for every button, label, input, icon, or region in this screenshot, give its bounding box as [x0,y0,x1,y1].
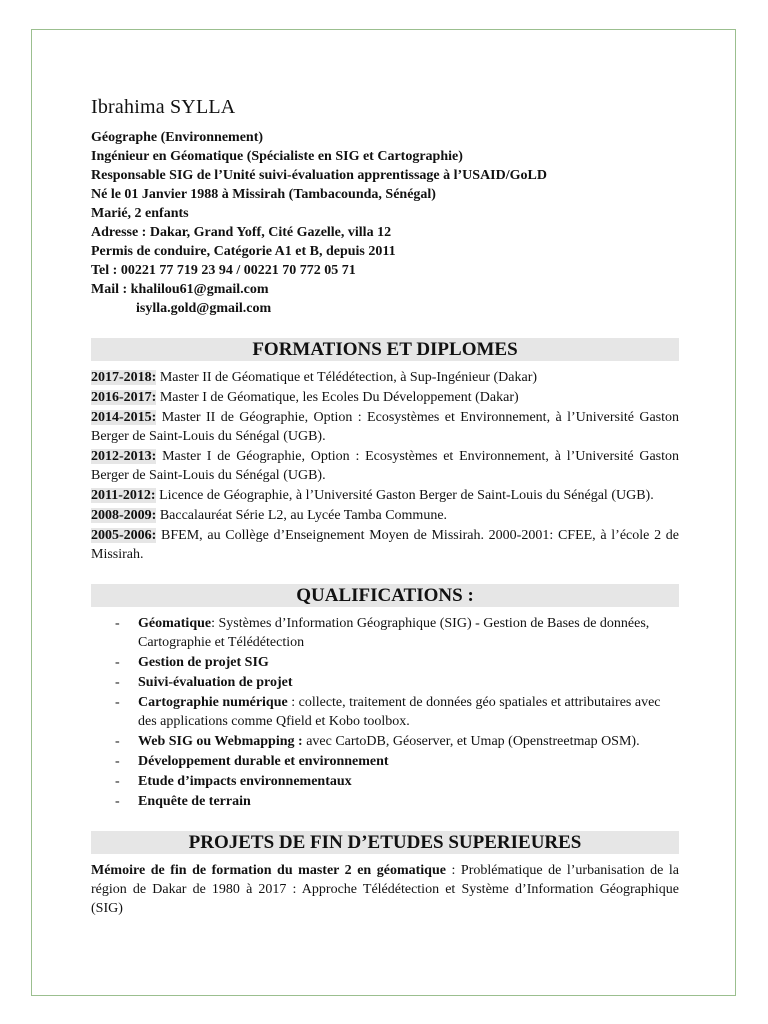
projet-text: : Problématique de l’urbanisation de la région de Dakar de 1980 à 2017 : Approche Télédétection et Système d’Information Géographique (SIG) [91,863,680,916]
qualification-name: Enquête de terrain [138,794,251,809]
formation-year: 2008-2009: [91,508,157,523]
qualification-name: Web SIG ou Webmapping : [138,734,303,749]
list-dash: - [115,616,120,631]
info-line-role: Responsable SIG de l’Unité suivi-évaluation apprentissage à l’USAID/GoLD [91,168,547,183]
projet-description [91,861,679,918]
formation-text: BFEM, au Collège d’Enseignement Moyen de Missirah. 2000-2001: CFEE, à l’école 2 de Missirah. [91,528,679,562]
info-line-engineer: Ingénieur en Géomatique (Spécialiste en SIG et Cartographie) [91,149,463,164]
projet-title: Mémoire de fin de formation du master 2 en géomatique [91,863,446,878]
formation-year: 2012-2013: [91,449,157,464]
formation-text: Licence de Géographie, à l’Université Gaston Berger de Saint-Louis du Sénégal (UGB). [155,488,654,503]
list-dash: - [115,734,120,749]
qualification-detail: avec CartoDB, Géoserver, et Umap (Openstreetmap OSM). [302,734,640,749]
section-title-qualifications: QUALIFICATIONS : [91,584,679,607]
section-title-formations: FORMATIONS ET DIPLOMES [91,338,679,361]
formation-text: Master I de Géographie, Option : Ecosystèmes et Environnement, à l’Université Gaston Berger de Saint-Louis du Sénégal (UGB). [91,449,679,483]
info-line-address: Adresse : Dakar, Grand Yoff, Cité Gazelle, villa 12 [91,225,392,240]
cv-content [91,96,679,918]
formation-text: Master I de Géomatique, les Ecoles Du Développement (Dakar) [156,390,519,405]
info-line-mail-2: isylla.gold@gmail.com [136,301,272,316]
qualification-name: Suivi-évaluation de projet [138,675,293,690]
info-line-birth: Né le 01 Janvier 1988 à Missirah (Tambacounda, Sénégal) [91,187,436,202]
formation-year: 2014-2015: [91,410,157,425]
qualification-item [115,772,679,791]
section-title-projets: PROJETS DE FIN D’ETUDES SUPERIEURES [91,831,679,854]
info-line-mail: Mail : khalilou61@gmail.com [91,282,269,297]
qualification-name: Gestion de projet SIG [138,655,269,670]
qualification-name: Cartographie numérique [138,695,288,710]
qualification-name: Géomatique [138,616,212,631]
qualification-detail: : collecte, traitement de données géo spatiales et attributaires avec des applications comme Qfield et Kobo toolbox. [138,695,661,729]
candidate-name: Ibrahima SYLLA [91,96,236,118]
formation-entry [91,447,679,485]
qualifications-list [115,614,679,811]
personal-info [91,128,679,318]
list-dash: - [115,754,120,769]
formation-year: 2005-2006: [91,528,157,543]
list-dash: - [115,695,120,710]
info-line-title: Géographe (Environnement) [91,130,264,145]
formation-year: 2016-2017: [91,390,157,405]
formation-year: 2017-2018: [91,370,157,385]
qualification-name: Etude d’impacts environnementaux [138,774,352,789]
qualification-detail: : Systèmes d’Information Géographique (SIG) - Gestion de Bases de données, Cartographie et Télédétection [138,616,650,650]
qualification-item [115,673,679,692]
info-line-phone: Tel : 00221 77 719 23 94 / 00221 70 772 05 71 [91,263,356,278]
formations-list [91,368,679,564]
formation-text: Baccalauréat Série L2, au Lycée Tamba Commune. [156,508,448,523]
formation-entry [91,486,679,505]
formation-entry [91,526,679,564]
formation-entry [91,368,679,387]
qualification-item [115,792,679,811]
qualification-item [115,693,679,731]
qualification-item [115,614,679,652]
list-dash: - [115,655,120,670]
formation-entry [91,408,679,446]
qualification-item [115,653,679,672]
formation-text: Master II de Géomatique et Télédétection, à Sup-Ingénieur (Dakar) [156,370,538,385]
formation-year: 2011-2012: [91,488,156,503]
formation-entry [91,506,679,525]
list-dash: - [115,774,120,789]
qualification-name: Développement durable et environnement [138,754,389,769]
qualification-item [115,732,679,751]
formation-entry [91,388,679,407]
list-dash: - [115,675,120,690]
info-line-license: Permis de conduire, Catégorie A1 et B, depuis 2011 [91,244,396,259]
formation-text: Master II de Géographie, Option : Ecosystèmes et Environnement, à l’Université Gaston Berger de Saint-Louis du Sénégal (UGB). [91,410,679,444]
qualification-item [115,752,679,771]
info-line-family: Marié, 2 enfants [91,206,189,221]
list-dash: - [115,794,120,809]
